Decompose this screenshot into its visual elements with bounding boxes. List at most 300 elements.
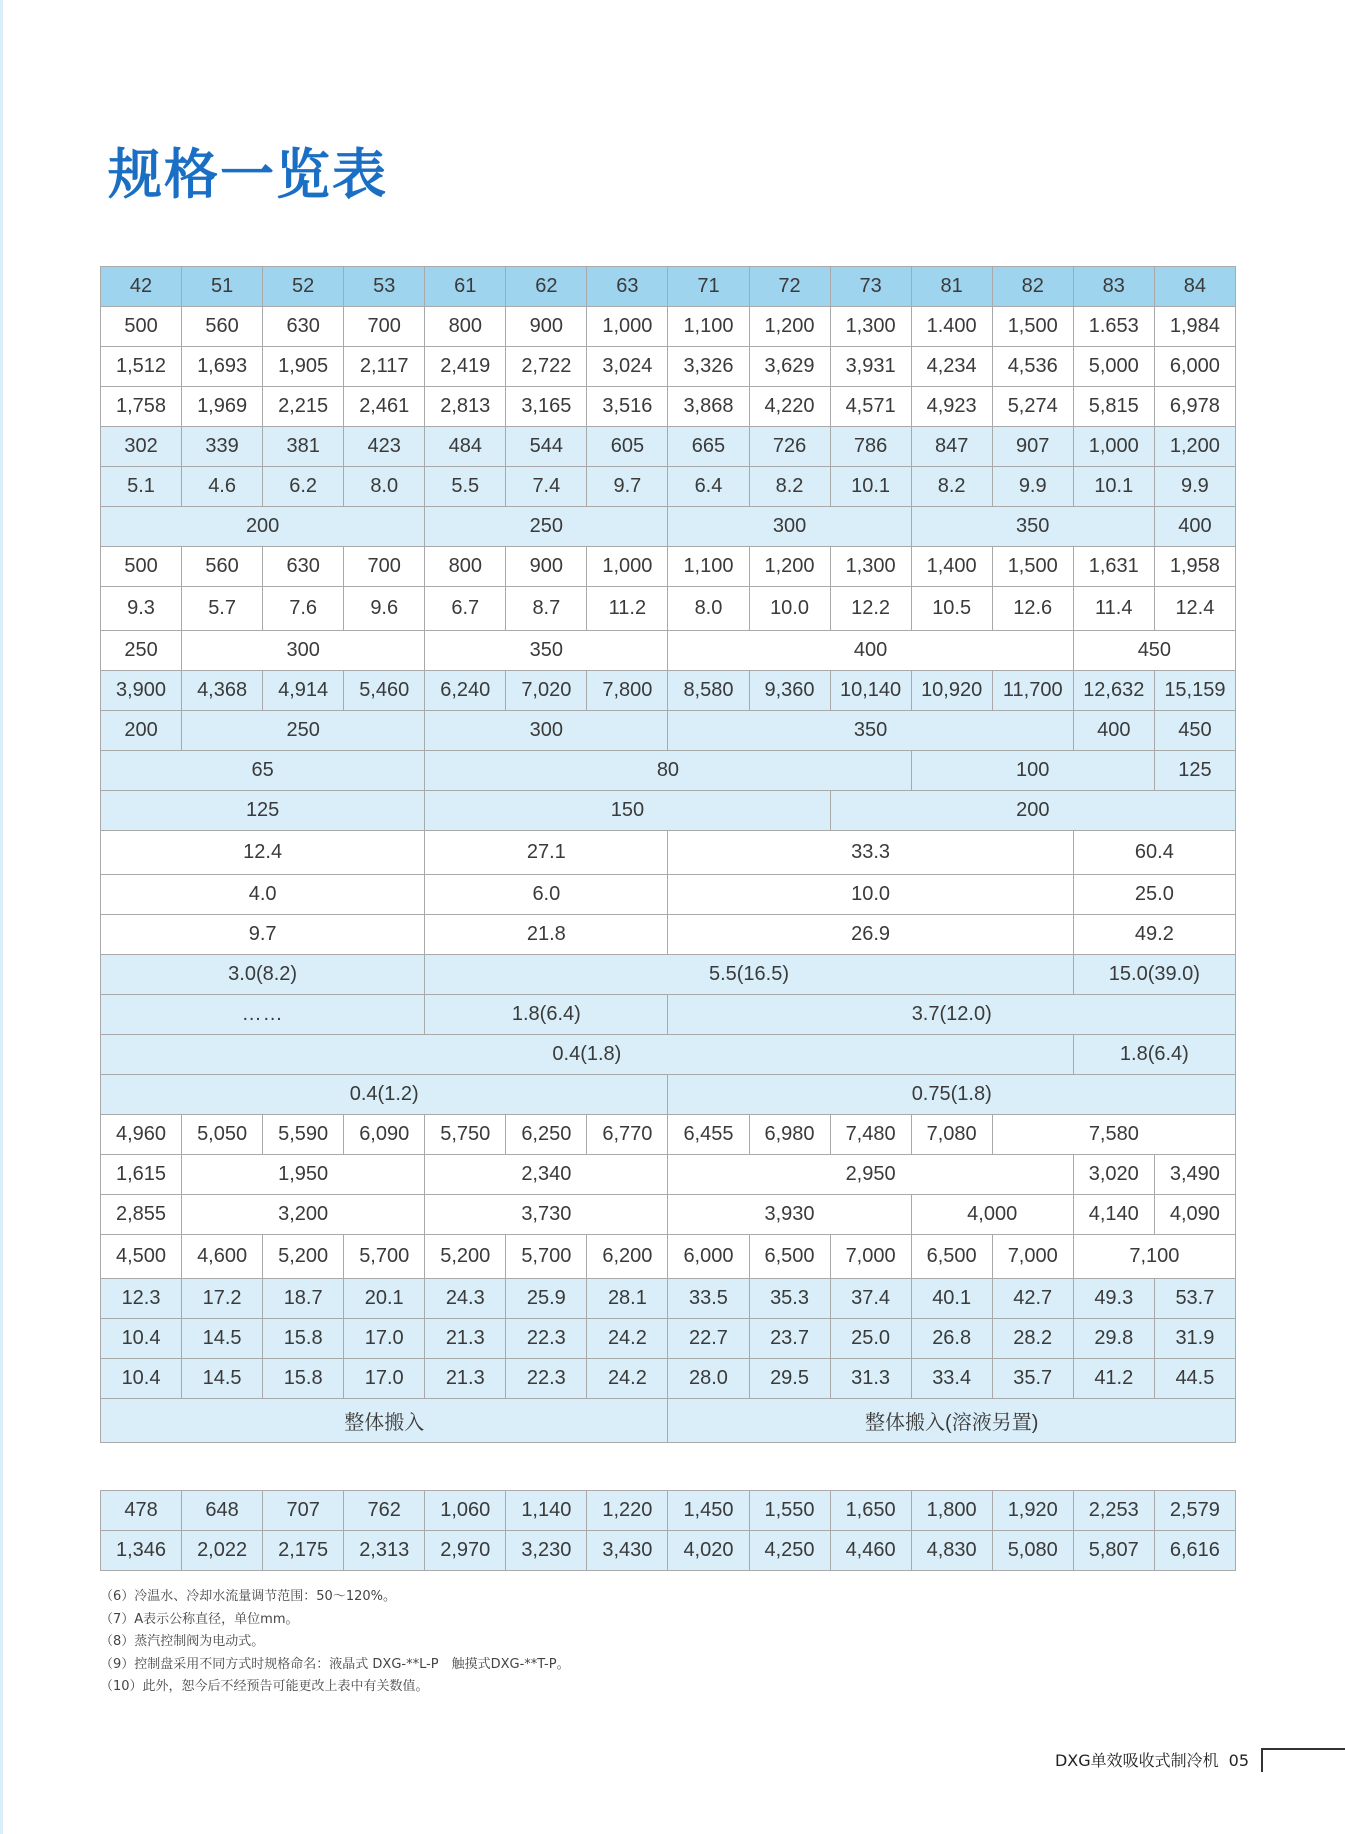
table-cell: 33.4 xyxy=(911,1359,992,1399)
table-cell: 4,571 xyxy=(830,387,911,427)
table-row xyxy=(101,671,1236,711)
table-cell: 6.0 xyxy=(425,875,668,915)
table-cell: 7,080 xyxy=(911,1115,992,1155)
table-cell: 2,117 xyxy=(344,347,425,387)
table-cell: 1.8(6.4) xyxy=(1073,1035,1235,1075)
page-title: 规格一览表 xyxy=(108,143,388,206)
table-cell: 4.6 xyxy=(182,467,263,507)
table-cell: 5,700 xyxy=(344,1235,425,1279)
table-cell: 6,978 xyxy=(1154,387,1235,427)
table-row xyxy=(101,1359,1236,1399)
table-row xyxy=(101,875,1236,915)
footnote-item: （8）蒸汽控制阀为电动式。 xyxy=(100,1634,265,1649)
table-row xyxy=(101,467,1236,507)
table-cell: 9.3 xyxy=(101,587,182,631)
table-cell: 10,140 xyxy=(830,671,911,711)
table-row xyxy=(101,711,1236,751)
table-cell: 5.1 xyxy=(101,467,182,507)
table-cell: 3,900 xyxy=(101,671,182,711)
table-cell: 14.5 xyxy=(182,1359,263,1399)
table-cell: 49.2 xyxy=(1073,915,1235,955)
table-cell: 2,461 xyxy=(344,387,425,427)
table-cell: 1,650 xyxy=(830,1491,911,1531)
table-cell: 2,253 xyxy=(1073,1491,1154,1531)
table-row xyxy=(101,387,1236,427)
table-cell: 4,220 xyxy=(749,387,830,427)
table-cell: 250 xyxy=(101,631,182,671)
table-cell: 423 xyxy=(344,427,425,467)
table-cell: 1,950 xyxy=(182,1155,425,1195)
table-cell: 100 xyxy=(911,751,1154,791)
table-cell: 4.0 xyxy=(101,875,425,915)
table-cell: 8.2 xyxy=(749,467,830,507)
table-cell: 53.7 xyxy=(1154,1279,1235,1319)
table-cell: 0.75(1.8) xyxy=(668,1075,1236,1115)
table-cell: 1,693 xyxy=(182,347,263,387)
table-cell: 3,730 xyxy=(425,1195,668,1235)
table-cell: 15.0(39.0) xyxy=(1073,955,1235,995)
table-cell: 6,455 xyxy=(668,1115,749,1155)
table-row xyxy=(101,1235,1236,1279)
table-cell: 12.4 xyxy=(1154,587,1235,631)
table-cell: 整体搬入 xyxy=(101,1399,668,1443)
table-cell: 900 xyxy=(506,307,587,347)
table-cell: 0.4(1.2) xyxy=(101,1075,668,1115)
table-row xyxy=(101,751,1236,791)
table-cell: 4,923 xyxy=(911,387,992,427)
table-cell: 9.7 xyxy=(101,915,425,955)
table-cell: 1.400 xyxy=(911,307,992,347)
table-cell: 11.4 xyxy=(1073,587,1154,631)
table-row xyxy=(101,1035,1236,1075)
table-cell: 4,140 xyxy=(1073,1195,1154,1235)
table-cell: 1,060 xyxy=(425,1491,506,1531)
table-cell: 7,020 xyxy=(506,671,587,711)
table-cell: 381 xyxy=(263,427,344,467)
table-cell: 707 xyxy=(263,1491,344,1531)
page-footer xyxy=(1055,1748,1249,1771)
table-cell: 9.6 xyxy=(344,587,425,631)
table-cell: 10.1 xyxy=(830,467,911,507)
table-row xyxy=(101,791,1236,831)
table-cell: 17.0 xyxy=(344,1359,425,1399)
table-cell: 6,500 xyxy=(749,1235,830,1279)
table-row xyxy=(101,995,1236,1035)
table-cell: 5,815 xyxy=(1073,387,1154,427)
table-cell: 900 xyxy=(506,547,587,587)
table-cell: 1,958 xyxy=(1154,547,1235,587)
table-cell: 6,250 xyxy=(506,1115,587,1155)
table-cell: 6,616 xyxy=(1154,1531,1235,1571)
table-cell: 31.9 xyxy=(1154,1319,1235,1359)
table-cell: 15,159 xyxy=(1154,671,1235,711)
table-cell: 10,920 xyxy=(911,671,992,711)
table-cell: 12,632 xyxy=(1073,671,1154,711)
table-cell: 6,000 xyxy=(668,1235,749,1279)
table-cell: 29.5 xyxy=(749,1359,830,1399)
table-cell: 8.0 xyxy=(668,587,749,631)
table-cell: 10.1 xyxy=(1073,467,1154,507)
table-cell: 28.0 xyxy=(668,1359,749,1399)
table-cell: 15.8 xyxy=(263,1319,344,1359)
table-cell: 6,090 xyxy=(344,1115,425,1155)
page-number: 05 xyxy=(1228,1751,1249,1770)
table-cell: 8,580 xyxy=(668,671,749,711)
table-row xyxy=(101,1279,1236,1319)
table-cell: 2,313 xyxy=(344,1531,425,1571)
table-cell: 560 xyxy=(182,547,263,587)
table-cell: 800 xyxy=(425,307,506,347)
table-cell: 1,969 xyxy=(182,387,263,427)
table-cell: 7,800 xyxy=(587,671,668,711)
table-cell: 1,200 xyxy=(749,307,830,347)
table-cell: 63 xyxy=(587,267,668,307)
table-cell: 28.1 xyxy=(587,1279,668,1319)
table-row xyxy=(101,547,1236,587)
table-cell: 41.2 xyxy=(1073,1359,1154,1399)
table-cell: 1,100 xyxy=(668,307,749,347)
table-cell: 3,020 xyxy=(1073,1155,1154,1195)
table-cell: 18.7 xyxy=(263,1279,344,1319)
table-cell: 9.9 xyxy=(992,467,1073,507)
table-cell: 4,830 xyxy=(911,1531,992,1571)
weight-table xyxy=(100,1490,1236,1571)
table-cell: 17.0 xyxy=(344,1319,425,1359)
table-cell: 300 xyxy=(425,711,668,751)
table-cell: 1,346 xyxy=(101,1531,182,1571)
table-cell: 5,274 xyxy=(992,387,1073,427)
table-cell: 21.3 xyxy=(425,1319,506,1359)
table-cell: 14.5 xyxy=(182,1319,263,1359)
table-cell: 4,368 xyxy=(182,671,263,711)
table-cell: 6,500 xyxy=(911,1235,992,1279)
table-cell: 1.653 xyxy=(1073,307,1154,347)
table-cell: 250 xyxy=(425,507,668,547)
table-cell: 1,500 xyxy=(992,547,1073,587)
table-row xyxy=(101,347,1236,387)
table-cell: 29.8 xyxy=(1073,1319,1154,1359)
table-cell: 21.8 xyxy=(425,915,668,955)
table-cell: 907 xyxy=(992,427,1073,467)
table-cell: 3,200 xyxy=(182,1195,425,1235)
table-cell: 27.1 xyxy=(425,831,668,875)
page-edge-stripe xyxy=(0,0,3,1834)
table-cell: 484 xyxy=(425,427,506,467)
table-cell: 52 xyxy=(263,267,344,307)
table-cell: 1,984 xyxy=(1154,307,1235,347)
table-cell: 28.2 xyxy=(992,1319,1073,1359)
table-cell: 1,500 xyxy=(992,307,1073,347)
table-cell: 8.2 xyxy=(911,467,992,507)
table-cell: 25.0 xyxy=(1073,875,1235,915)
table-cell: 700 xyxy=(344,547,425,587)
table-cell: 7.4 xyxy=(506,467,587,507)
table-cell: 4,460 xyxy=(830,1531,911,1571)
table-cell: 51 xyxy=(182,267,263,307)
table-cell: 3,931 xyxy=(830,347,911,387)
table-cell: 5,200 xyxy=(263,1235,344,1279)
table-cell: 300 xyxy=(182,631,425,671)
table-cell: 1,905 xyxy=(263,347,344,387)
table-cell: 10.0 xyxy=(749,587,830,631)
table-cell: 80 xyxy=(425,751,911,791)
table-cell: 2,579 xyxy=(1154,1491,1235,1531)
table-cell: 6,200 xyxy=(587,1235,668,1279)
table-cell: 24.3 xyxy=(425,1279,506,1319)
table-cell: 2,722 xyxy=(506,347,587,387)
table-cell: 3,230 xyxy=(506,1531,587,1571)
table-cell: 400 xyxy=(1073,711,1154,751)
table-cell: 整体搬入(溶液另置) xyxy=(668,1399,1236,1443)
table-cell: 35.7 xyxy=(992,1359,1073,1399)
table-cell: 4,536 xyxy=(992,347,1073,387)
table-row xyxy=(101,955,1236,995)
table-cell: 5,080 xyxy=(992,1531,1073,1571)
table-cell: 847 xyxy=(911,427,992,467)
table-cell: 400 xyxy=(1154,507,1235,547)
table-cell: 10.5 xyxy=(911,587,992,631)
table-cell: 22.3 xyxy=(506,1359,587,1399)
table-cell: 7,580 xyxy=(992,1115,1235,1155)
table-cell: 3,326 xyxy=(668,347,749,387)
table-cell: 4,914 xyxy=(263,671,344,711)
table-cell: 9.7 xyxy=(587,467,668,507)
table-row xyxy=(101,1115,1236,1155)
table-cell: 2,215 xyxy=(263,387,344,427)
table-cell: 6,240 xyxy=(425,671,506,711)
table-cell: 12.3 xyxy=(101,1279,182,1319)
table-cell: 1,300 xyxy=(830,307,911,347)
table-row xyxy=(101,267,1236,307)
table-cell: 26.9 xyxy=(668,915,1073,955)
table-cell: 125 xyxy=(101,791,425,831)
table-cell: 8.7 xyxy=(506,587,587,631)
table-cell: 21.3 xyxy=(425,1359,506,1399)
table-cell: 25.0 xyxy=(830,1319,911,1359)
table-cell: 250 xyxy=(182,711,425,751)
footnotes xyxy=(100,1586,570,1699)
table-cell: 6,980 xyxy=(749,1115,830,1155)
table-cell: 450 xyxy=(1073,631,1235,671)
table-cell: 1,550 xyxy=(749,1491,830,1531)
table-cell: 0.4(1.8) xyxy=(101,1035,1074,1075)
table-cell: 1,200 xyxy=(1154,427,1235,467)
table-cell: 12.2 xyxy=(830,587,911,631)
table-cell: 8.0 xyxy=(344,467,425,507)
table-cell: …… xyxy=(101,995,425,1035)
table-cell: 1,000 xyxy=(587,307,668,347)
table-cell: 42.7 xyxy=(992,1279,1073,1319)
table-cell: 200 xyxy=(101,507,425,547)
table-cell: 1,140 xyxy=(506,1491,587,1531)
table-cell: 350 xyxy=(911,507,1154,547)
table-cell: 4,500 xyxy=(101,1235,182,1279)
table-cell: 3,024 xyxy=(587,347,668,387)
table-cell: 560 xyxy=(182,307,263,347)
table-cell: 11.2 xyxy=(587,587,668,631)
table-cell: 7.6 xyxy=(263,587,344,631)
table-cell: 1,512 xyxy=(101,347,182,387)
table-row xyxy=(101,631,1236,671)
table-cell: 1,615 xyxy=(101,1155,182,1195)
table-cell: 3,868 xyxy=(668,387,749,427)
table-cell: 35.3 xyxy=(749,1279,830,1319)
table-cell: 150 xyxy=(425,791,830,831)
table-row xyxy=(101,1531,1236,1571)
table-cell: 3.0(8.2) xyxy=(101,955,425,995)
table-cell: 3,516 xyxy=(587,387,668,427)
table-cell: 12.6 xyxy=(992,587,1073,631)
table-cell: 1,100 xyxy=(668,547,749,587)
table-cell: 31.3 xyxy=(830,1359,911,1399)
table-cell: 1,920 xyxy=(992,1491,1073,1531)
table-row xyxy=(101,1195,1236,1235)
table-cell: 300 xyxy=(668,507,911,547)
table-cell: 3,490 xyxy=(1154,1155,1235,1195)
table-cell: 49.3 xyxy=(1073,1279,1154,1319)
table-cell: 81 xyxy=(911,267,992,307)
table-cell: 1,800 xyxy=(911,1491,992,1531)
table-cell: 6.4 xyxy=(668,467,749,507)
table-cell: 6,000 xyxy=(1154,347,1235,387)
table-cell: 5.7 xyxy=(182,587,263,631)
table-cell: 350 xyxy=(425,631,668,671)
table-cell: 3,629 xyxy=(749,347,830,387)
table-cell: 726 xyxy=(749,427,830,467)
table-cell: 648 xyxy=(182,1491,263,1531)
table-cell: 500 xyxy=(101,547,182,587)
table-cell: 2,022 xyxy=(182,1531,263,1571)
table-cell: 40.1 xyxy=(911,1279,992,1319)
table-cell: 15.8 xyxy=(263,1359,344,1399)
table-cell: 200 xyxy=(830,791,1235,831)
table-cell: 10.0 xyxy=(668,875,1073,915)
footer-product-name: DXG单效吸收式制冷机 xyxy=(1054,1751,1219,1770)
table-cell: 800 xyxy=(425,547,506,587)
table-cell: 44.5 xyxy=(1154,1359,1235,1399)
table-cell: 11,700 xyxy=(992,671,1073,711)
table-cell: 1,000 xyxy=(1073,427,1154,467)
table-cell: 24.2 xyxy=(587,1359,668,1399)
footer-rule-horizontal xyxy=(1261,1748,1345,1750)
table-row xyxy=(101,831,1236,875)
table-cell: 2,175 xyxy=(263,1531,344,1571)
table-cell: 3,165 xyxy=(506,387,587,427)
table-cell: 350 xyxy=(668,711,1073,751)
table-cell: 400 xyxy=(668,631,1073,671)
table-cell: 9,360 xyxy=(749,671,830,711)
table-cell: 700 xyxy=(344,307,425,347)
table-cell: 72 xyxy=(749,267,830,307)
table-cell: 12.4 xyxy=(101,831,425,875)
table-cell: 65 xyxy=(101,751,425,791)
table-cell: 4,960 xyxy=(101,1115,182,1155)
table-cell: 2,340 xyxy=(425,1155,668,1195)
table-cell: 450 xyxy=(1154,711,1235,751)
table-cell: 3,930 xyxy=(668,1195,911,1235)
table-cell: 17.2 xyxy=(182,1279,263,1319)
table-cell: 5,460 xyxy=(344,671,425,711)
table-cell: 22.3 xyxy=(506,1319,587,1359)
table-cell: 125 xyxy=(1154,751,1235,791)
table-cell: 10.4 xyxy=(101,1359,182,1399)
table-cell: 1,450 xyxy=(668,1491,749,1531)
table-cell: 71 xyxy=(668,267,749,307)
table-cell: 6,770 xyxy=(587,1115,668,1155)
table-cell: 5,807 xyxy=(1073,1531,1154,1571)
table-cell: 3,430 xyxy=(587,1531,668,1571)
table-cell: 339 xyxy=(182,427,263,467)
table-cell: 5,700 xyxy=(506,1235,587,1279)
table-cell: 83 xyxy=(1073,267,1154,307)
table-cell: 1,200 xyxy=(749,547,830,587)
table-cell: 5,750 xyxy=(425,1115,506,1155)
table-cell: 22.7 xyxy=(668,1319,749,1359)
table-cell: 33.5 xyxy=(668,1279,749,1319)
table-cell: 53 xyxy=(344,267,425,307)
table-cell: 5.5 xyxy=(425,467,506,507)
table-cell: 82 xyxy=(992,267,1073,307)
table-cell: 61 xyxy=(425,267,506,307)
table-cell: 6.2 xyxy=(263,467,344,507)
table-row xyxy=(101,307,1236,347)
footnote-item: （6）冷温水、冷却水流量调节范围：50～120%。 xyxy=(100,1589,396,1604)
spec-table xyxy=(100,266,1236,1443)
table-row xyxy=(101,507,1236,547)
table-cell: 2,970 xyxy=(425,1531,506,1571)
table-row xyxy=(101,1319,1236,1359)
table-cell: 2,855 xyxy=(101,1195,182,1235)
table-cell: 630 xyxy=(263,307,344,347)
table-cell: 1,300 xyxy=(830,547,911,587)
table-cell: 4,000 xyxy=(911,1195,1073,1235)
table-cell: 1,400 xyxy=(911,547,992,587)
table-cell: 4,250 xyxy=(749,1531,830,1571)
table-cell: 1,220 xyxy=(587,1491,668,1531)
table-row xyxy=(101,915,1236,955)
table-cell: 2,419 xyxy=(425,347,506,387)
table-cell: 605 xyxy=(587,427,668,467)
table-cell: 2,950 xyxy=(668,1155,1073,1195)
table-cell: 500 xyxy=(101,307,182,347)
table-cell: 73 xyxy=(830,267,911,307)
table-cell: 4,020 xyxy=(668,1531,749,1571)
table-cell: 62 xyxy=(506,267,587,307)
table-cell: 544 xyxy=(506,427,587,467)
table-cell: 24.2 xyxy=(587,1319,668,1359)
table-cell: 1,000 xyxy=(587,547,668,587)
footnote-item: （9）控制盘采用不同方式时规格命名：液晶式 DXG-**L-P 触摸式DXG-**T-P。 xyxy=(100,1656,570,1672)
table-cell: 7,000 xyxy=(830,1235,911,1279)
table-cell: 33.3 xyxy=(668,831,1073,875)
footer-rule-vertical xyxy=(1261,1748,1263,1772)
table-cell: 630 xyxy=(263,547,344,587)
table-row xyxy=(101,1075,1236,1115)
table-cell: 1.8(6.4) xyxy=(425,995,668,1035)
table-cell: 9.9 xyxy=(1154,467,1235,507)
footnote-item: （10）此外，恕今后不经预告可能更改上表中有关数值。 xyxy=(100,1679,429,1694)
table-cell: 6.7 xyxy=(425,587,506,631)
table-cell: 4,234 xyxy=(911,347,992,387)
table-cell: 786 xyxy=(830,427,911,467)
table-row xyxy=(101,1399,1236,1443)
table-cell: 762 xyxy=(344,1491,425,1531)
table-cell: 23.7 xyxy=(749,1319,830,1359)
table-cell: 42 xyxy=(101,267,182,307)
table-cell: 1,758 xyxy=(101,387,182,427)
table-cell: 37.4 xyxy=(830,1279,911,1319)
table-cell: 5,000 xyxy=(1073,347,1154,387)
